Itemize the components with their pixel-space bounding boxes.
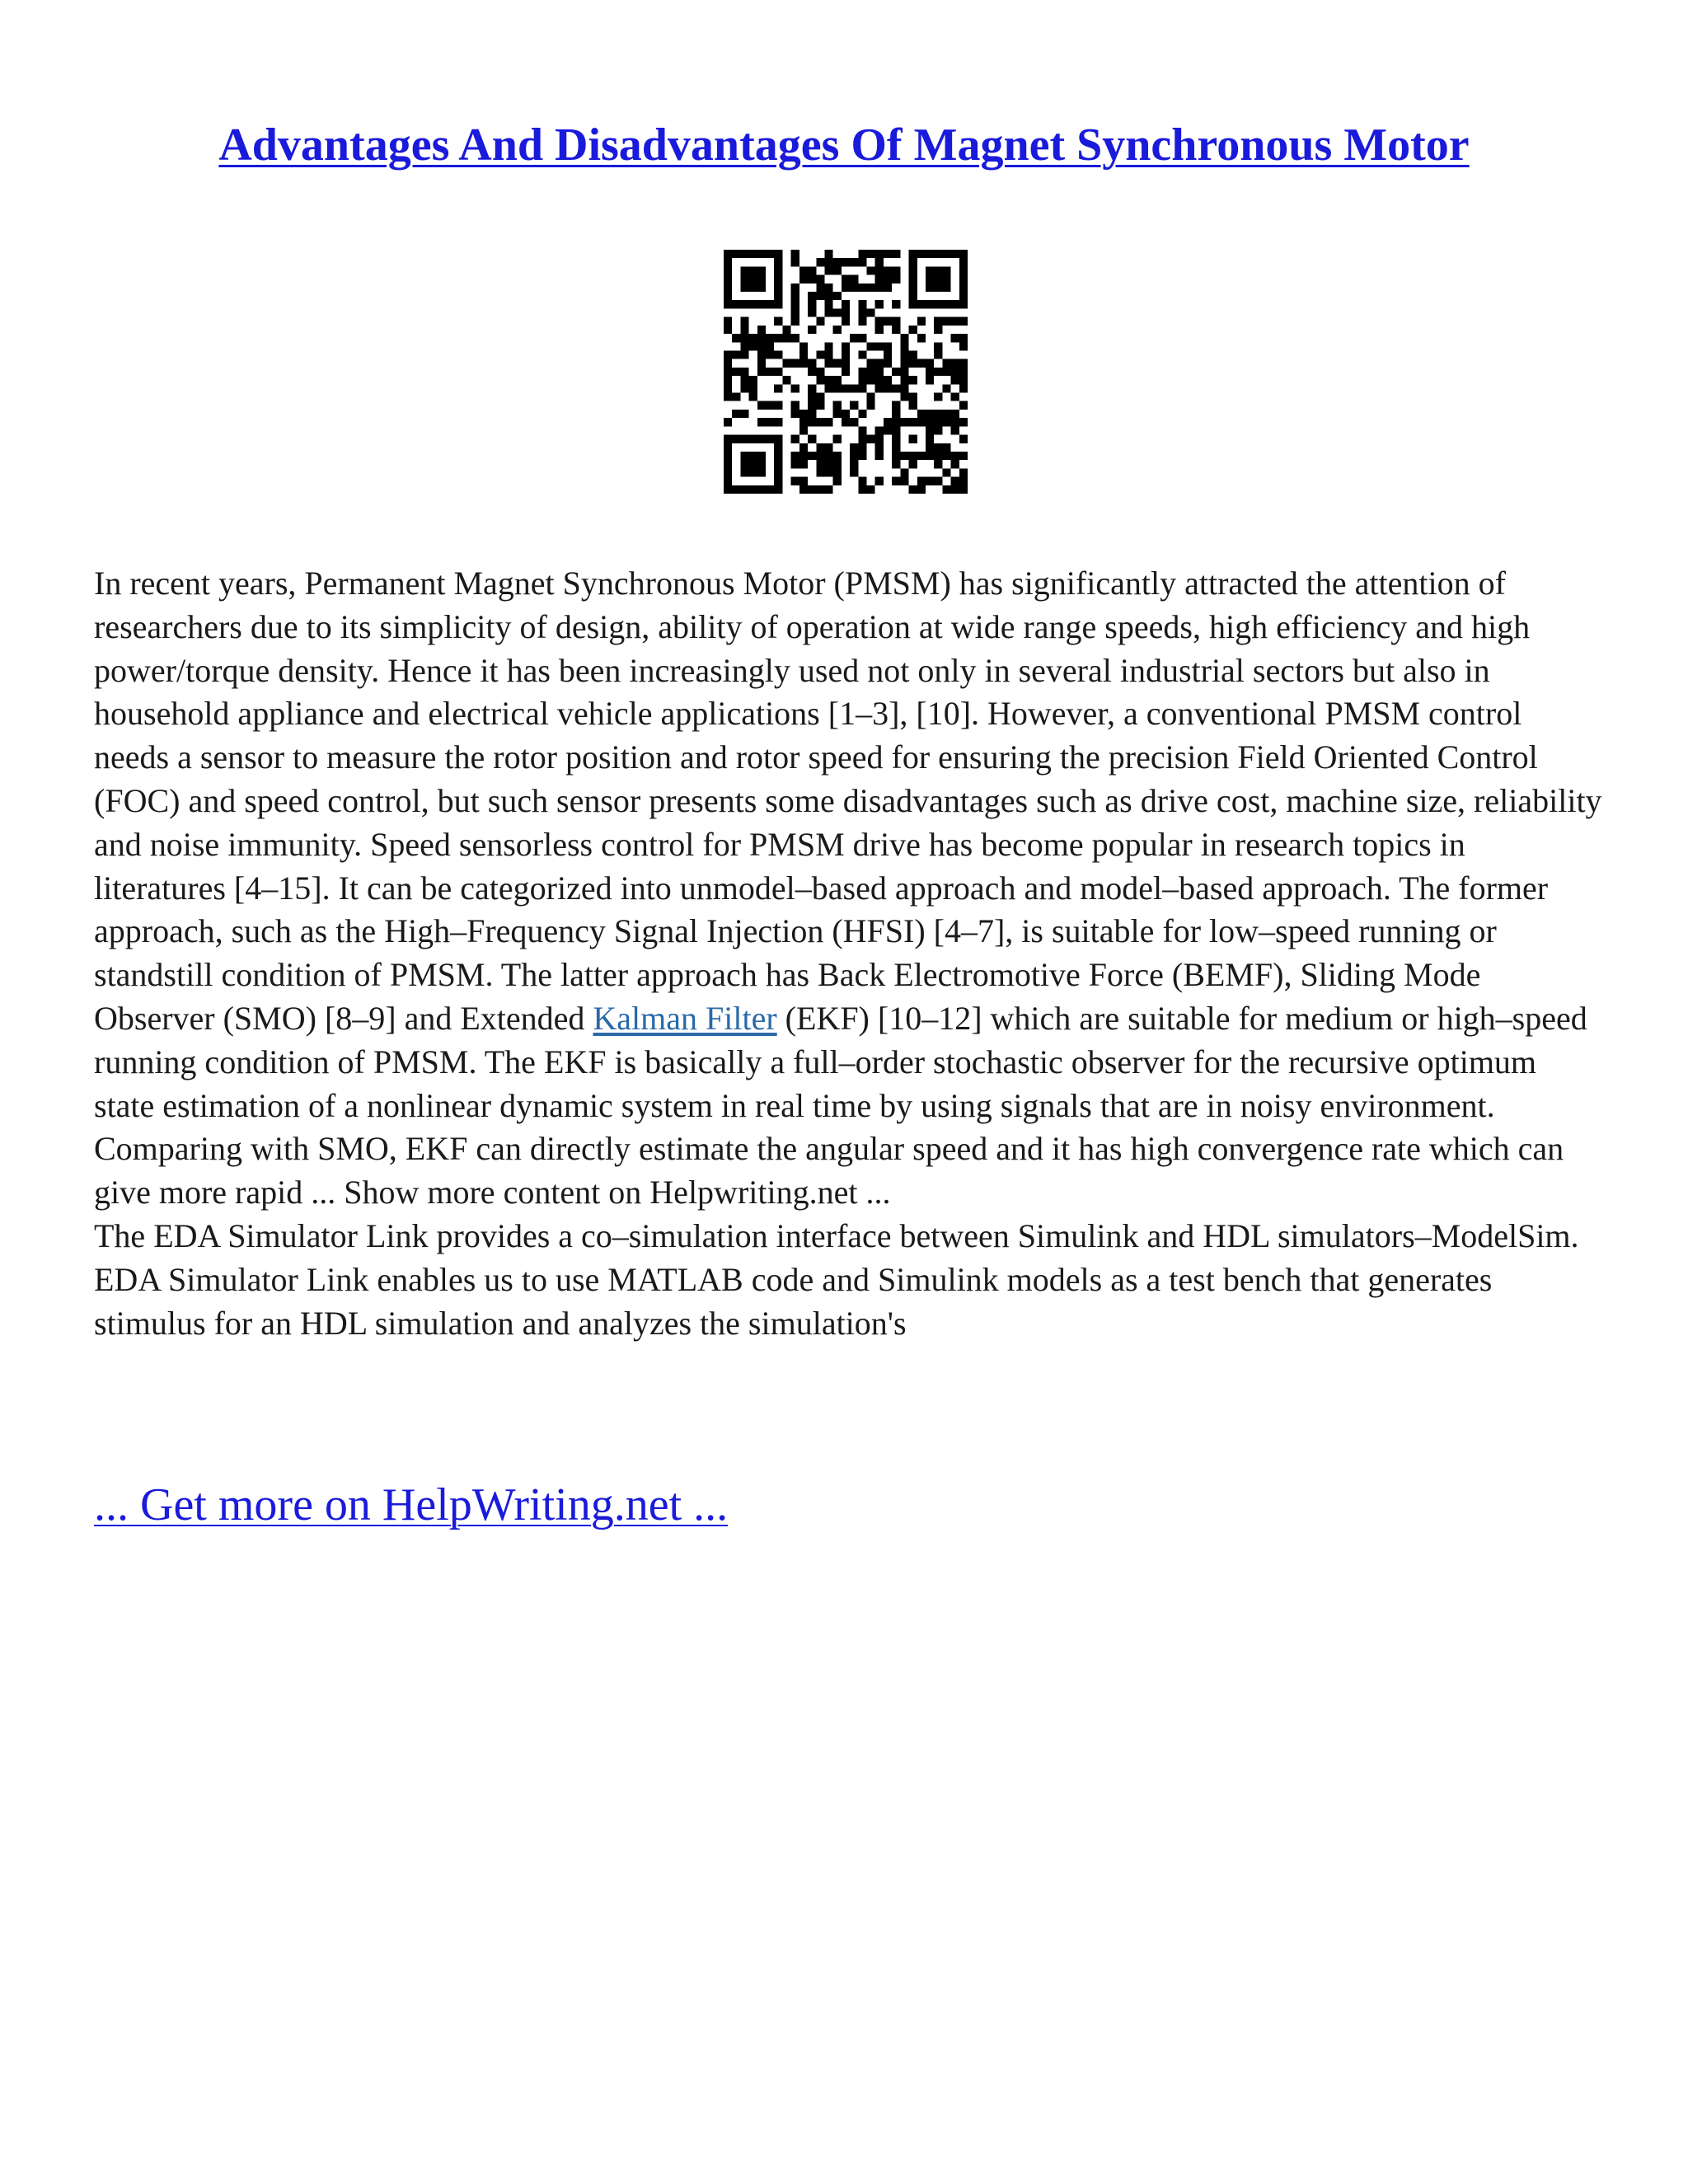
- qr-code-icon: [724, 250, 968, 494]
- paragraph-pmsm-start: In recent years, Permanent Magnet Synchronous Motor (PMSM) has significantly attracted the attention of researchers due to its simplicity of design, ability of operation at wide range speeds, high efficiency and high power/torque density. Hence it has been increasingly used not only in several industrial sectors but also in household appliance and electrical vehicle applications [1–3], [10]. However, a conventional PMSM control needs a sensor to measure the rotor position and rotor speed for ensuring the precision Field Oriented Control (FOC) and speed control, but such sensor presents some disadvantages such as drive cost, machine size, reliability and noise immunity. Speed sensorless control for PMSM drive has become popular in research topics in literatures [4–15]. It can be categorized into unmodel–based approach and model–based approach. The former approach, such as the High–Frequency Signal Injection (HFSI) [4–7], is suitable for low–speed running or standstill condition of PMSM. The latter approach has Back Electromotive Force (BEMF), Sliding Mode Observer (SMO) [8–9] and Extended: [94, 565, 1602, 1037]
- get-more-link-container: [94, 1475, 728, 1535]
- kalman-filter-link[interactable]: Kalman Filter: [593, 999, 777, 1037]
- title-link[interactable]: Advantages And Disadvantages Of Magnet Synchronous Motor: [218, 120, 1470, 171]
- get-more-link[interactable]: ... Get more on HelpWriting.net ...: [94, 1479, 729, 1530]
- paragraph-pmsm: [94, 562, 1602, 1215]
- paragraph-eda: The EDA Simulator Link provides a co–simulation interface between Simulink and HDL simulators–ModelSim. EDA Simulator Link enables us to use MATLAB code and Simulink models as a test bench that generates stimulus for an HDL simulation and analyzes the simulation's: [94, 1216, 1579, 1342]
- page-title: [0, 115, 1688, 175]
- paragraph-pmsm-end: (EKF) [10–12] which are suitable for medium or high–speed running condition of PMSM. The EKF is basically a full–order stochastic observer for the recursive optimum state estimation of a nonlinear dynamic system in real time by using signals that are in noisy environment. Comparing with SMO, EKF can directly estimate the angular speed and it has high convergence rate which can give more rapid ... Show more content on Helpwriting.net ...: [94, 999, 1587, 1212]
- article-body: [94, 562, 1602, 1345]
